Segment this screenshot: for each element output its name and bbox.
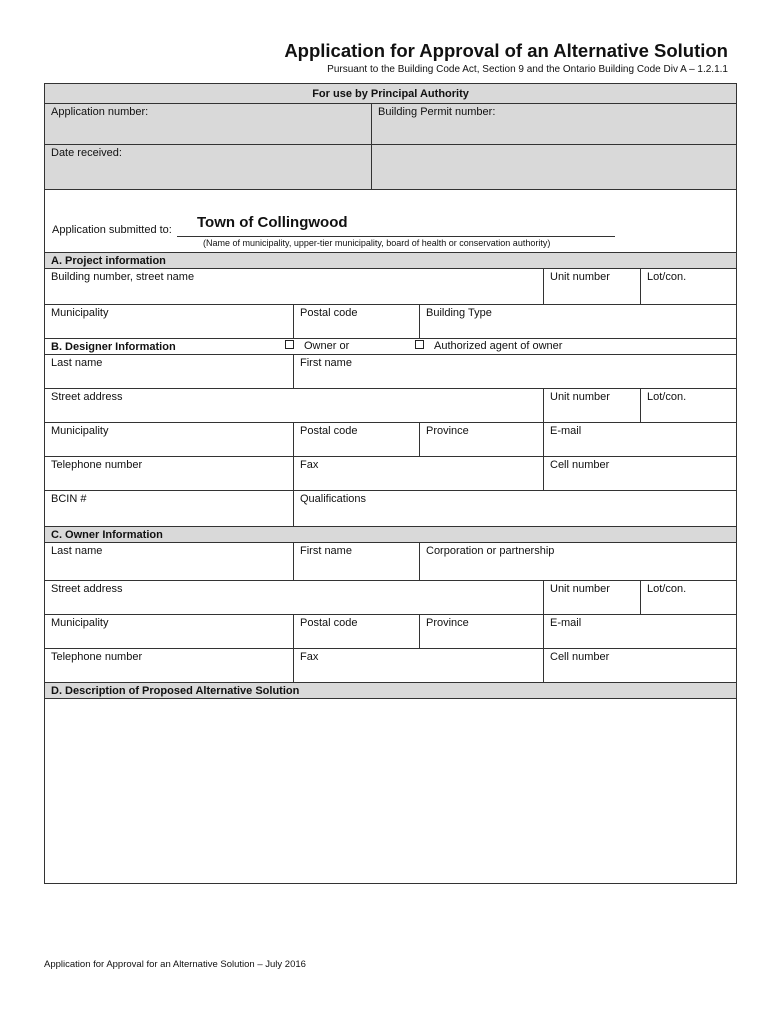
designer-fax-field[interactable]: [294, 457, 544, 491]
municipality-label: Municipality: [51, 307, 109, 319]
building-number-label: Building number, street name: [51, 271, 195, 283]
submitted-to-caption: (Name of municipality, upper-tier municipality, board of health or conservation authority): [203, 238, 551, 248]
cell-label: Cell number: [550, 459, 610, 471]
designer-postal-code-field[interactable]: [294, 423, 420, 457]
section-c-heading: C. Owner Information: [45, 527, 737, 543]
owner-municipality-field[interactable]: [45, 615, 294, 649]
owner-street-field[interactable]: [45, 581, 544, 615]
designer-email-field[interactable]: [544, 423, 737, 457]
unit-number-label: Unit number: [550, 583, 610, 595]
postal-code-label: Postal code: [300, 617, 358, 629]
municipality-label: Municipality: [51, 425, 109, 437]
designer-cell-field[interactable]: [544, 457, 737, 491]
alternative-solution-description-field[interactable]: [45, 699, 737, 884]
unit-number-label: Unit number: [550, 271, 610, 283]
form-title: Application for Approval of an Alternative Solution: [284, 40, 728, 61]
section-d-heading: D. Description of Proposed Alternative Solution: [45, 683, 737, 699]
owner-option-label: Owner or: [304, 340, 350, 352]
corporation-label: Corporation or partnership: [426, 545, 555, 557]
first-name-label: First name: [300, 545, 352, 557]
designer-last-name-field[interactable]: [45, 355, 294, 389]
section-b-heading: B. Designer Information: [51, 340, 176, 353]
email-label: E-mail: [550, 617, 582, 629]
fax-label: Fax: [300, 459, 319, 471]
building-permit-number-field[interactable]: [372, 104, 737, 145]
owner-cell-field[interactable]: [544, 649, 737, 683]
building-permit-label: Building Permit number:: [378, 106, 496, 118]
owner-unit-number-field[interactable]: [544, 581, 641, 615]
owner-lot-con-field[interactable]: [641, 581, 737, 615]
submitted-to-field[interactable]: [45, 190, 737, 253]
email-label: E-mail: [550, 425, 582, 437]
submitted-to-underline: [177, 236, 615, 237]
lot-con-label: Lot/con.: [647, 583, 687, 595]
designer-lot-con-field[interactable]: [641, 389, 737, 423]
section-a-heading: A. Project information: [45, 253, 737, 269]
owner-last-name-field[interactable]: [45, 543, 294, 581]
date-received-field[interactable]: [45, 145, 372, 190]
corporation-field[interactable]: [420, 543, 737, 581]
owner-checkbox[interactable]: [285, 340, 294, 349]
application-number-field[interactable]: [45, 104, 372, 145]
owner-postal-code-field[interactable]: [294, 615, 420, 649]
owner-option[interactable]: [285, 340, 349, 352]
form-subtitle: Pursuant to the Building Code Act, Section 9 and the Ontario Building Code Div A – 1.2.1.1: [327, 64, 728, 75]
owner-telephone-field[interactable]: [45, 649, 294, 683]
last-name-label: Last name: [51, 357, 103, 369]
application-number-label: Application number:: [51, 106, 149, 118]
agent-option[interactable]: [415, 340, 562, 352]
owner-first-name-field[interactable]: [294, 543, 420, 581]
project-lot-con-field[interactable]: [641, 269, 737, 305]
agent-option-label: Authorized agent of owner: [434, 340, 563, 352]
building-type-label: Building Type: [426, 307, 492, 319]
submitted-to-value: Town of Collingwood: [197, 214, 348, 231]
postal-code-label: Postal code: [300, 307, 358, 319]
last-name-label: Last name: [51, 545, 103, 557]
designer-province-field[interactable]: [420, 423, 544, 457]
section-b-heading-row: [45, 339, 737, 355]
first-name-label: First name: [300, 357, 352, 369]
owner-province-field[interactable]: [420, 615, 544, 649]
telephone-label: Telephone number: [51, 459, 143, 471]
lot-con-label: Lot/con.: [647, 271, 687, 283]
street-label: Street address: [51, 583, 123, 595]
bcin-label: BCIN #: [51, 493, 87, 505]
lot-con-label: Lot/con.: [647, 391, 687, 403]
building-number-field[interactable]: [45, 269, 544, 305]
designer-street-field[interactable]: [45, 389, 544, 423]
project-postal-code-field[interactable]: [294, 305, 420, 339]
building-type-field[interactable]: [420, 305, 737, 339]
agent-checkbox[interactable]: [415, 340, 424, 349]
owner-email-field[interactable]: [544, 615, 737, 649]
authority-blank-field[interactable]: [372, 145, 737, 190]
province-label: Province: [426, 425, 469, 437]
street-label: Street address: [51, 391, 123, 403]
application-form: [44, 83, 737, 884]
project-unit-number-field[interactable]: [544, 269, 641, 305]
cell-label: Cell number: [550, 651, 610, 663]
authority-heading: For use by Principal Authority: [45, 84, 737, 104]
date-received-label: Date received:: [51, 147, 122, 159]
project-municipality-field[interactable]: [45, 305, 294, 339]
qualifications-field[interactable]: [294, 491, 737, 527]
submitted-to-label: Application submitted to:: [52, 224, 172, 236]
province-label: Province: [426, 617, 469, 629]
designer-unit-number-field[interactable]: [544, 389, 641, 423]
designer-first-name-field[interactable]: [294, 355, 737, 389]
designer-telephone-field[interactable]: [45, 457, 294, 491]
owner-fax-field[interactable]: [294, 649, 544, 683]
qualifications-label: Qualifications: [300, 493, 367, 505]
designer-municipality-field[interactable]: [45, 423, 294, 457]
municipality-label: Municipality: [51, 617, 109, 629]
telephone-label: Telephone number: [51, 651, 143, 663]
unit-number-label: Unit number: [550, 391, 610, 403]
fax-label: Fax: [300, 651, 319, 663]
footer-text: Application for Approval for an Alternative Solution – July 2016: [44, 959, 306, 970]
postal-code-label: Postal code: [300, 425, 358, 437]
bcin-field[interactable]: [45, 491, 294, 527]
